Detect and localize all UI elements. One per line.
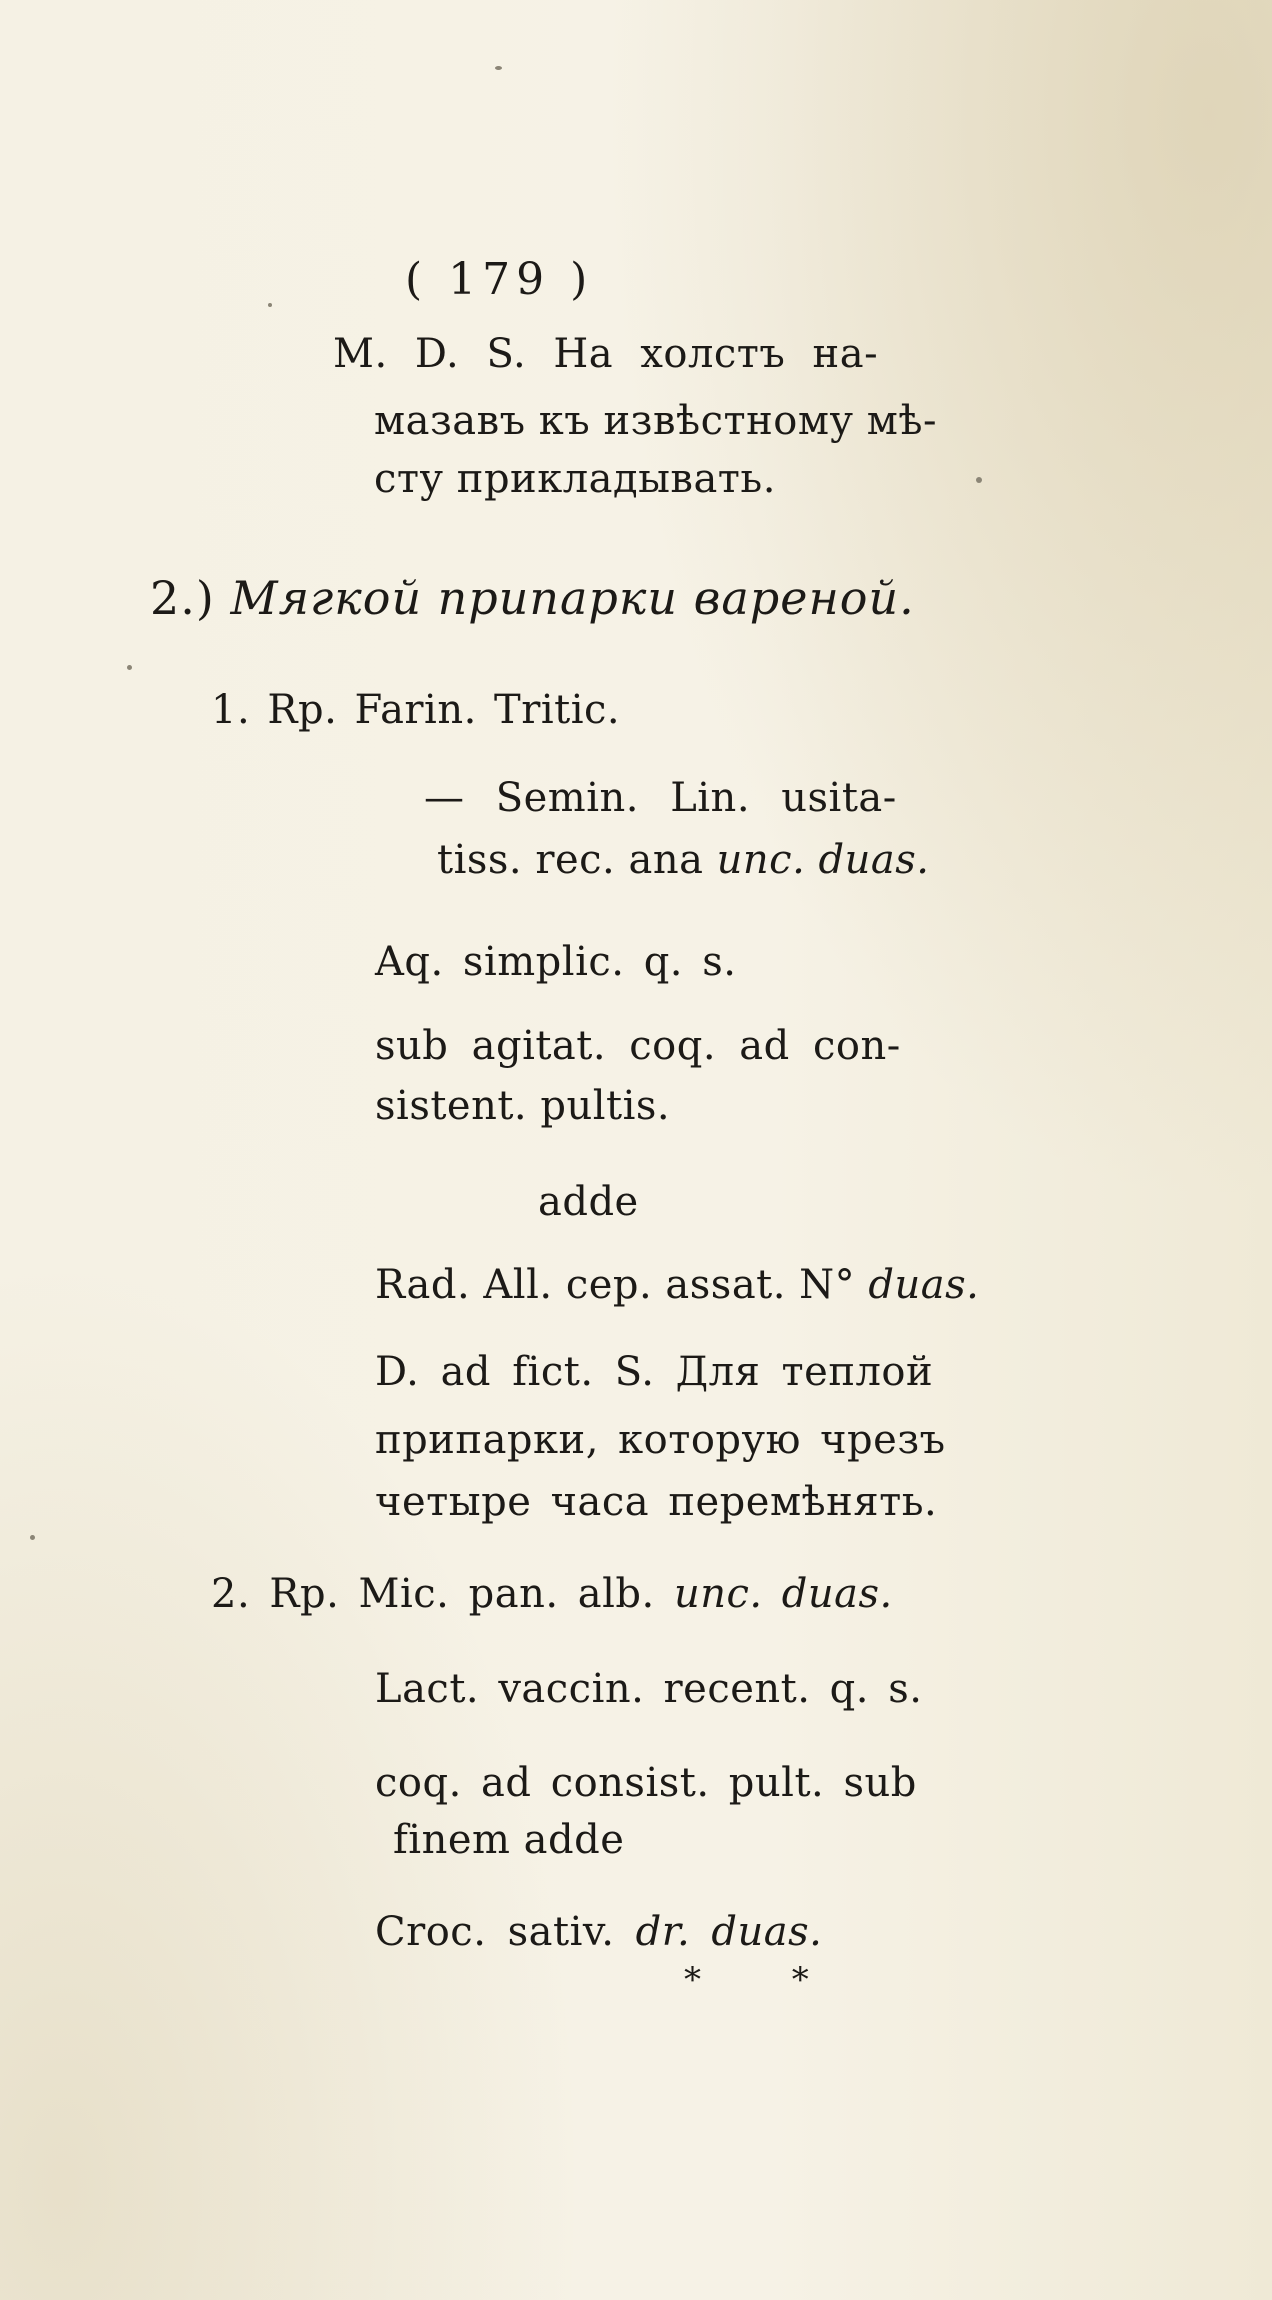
text-run: Aq. simplic. q. s. bbox=[375, 939, 737, 985]
paper-speck bbox=[976, 477, 982, 483]
text-line-r2-4 bbox=[393, 1817, 625, 1863]
text-run: D. ad fict. S. Для теплой bbox=[375, 1349, 934, 1395]
ornament-stars: * * bbox=[684, 1960, 849, 2000]
text-run: 1. Rp. Farin. Tritic. bbox=[211, 687, 621, 733]
text-run: tiss. rec. ana bbox=[437, 837, 717, 883]
text-line-r2-2 bbox=[375, 1666, 923, 1712]
paper-speck bbox=[30, 1535, 35, 1540]
italic-run: Мягкой припарки вареной. bbox=[230, 571, 915, 625]
text-line-mds-2 bbox=[374, 398, 937, 444]
text-run: sub agitat. coq. ad con- bbox=[375, 1023, 901, 1069]
text-line-r1-6 bbox=[375, 1083, 671, 1129]
text-line-r2-3 bbox=[375, 1760, 917, 1806]
text-run: adde bbox=[538, 1179, 639, 1225]
text-run: sistent. pultis. bbox=[375, 1083, 671, 1129]
text-run: мазавъ къ извѣстному мѣ- bbox=[374, 398, 937, 444]
text-run: coq. ad consist. pult. sub bbox=[375, 1760, 917, 1806]
text-line-r1-4 bbox=[375, 939, 737, 985]
paper-speck bbox=[268, 303, 272, 307]
paper-speck bbox=[495, 66, 502, 70]
italic-run: dr. duas. bbox=[635, 1909, 823, 1955]
text-line-r1-7 bbox=[538, 1179, 639, 1225]
text-run: припарки, которую чрезъ bbox=[375, 1417, 946, 1463]
text-line-mds-3 bbox=[374, 456, 776, 502]
text-line-r1-5 bbox=[375, 1023, 901, 1069]
text-run: Rad. All. cep. assat. N° bbox=[375, 1262, 869, 1308]
italic-run: unc. duas. bbox=[716, 837, 930, 883]
text-line-r2-1 bbox=[211, 1571, 893, 1617]
italic-run: duas. bbox=[868, 1262, 980, 1308]
text-line-r2-5 bbox=[375, 1909, 823, 1955]
text-run: Lact. vaccin. recent. q. s. bbox=[375, 1666, 923, 1712]
text-run: — Semin. Lin. usita- bbox=[424, 775, 897, 821]
text-run: M. D. S. На холстъ на- bbox=[333, 331, 879, 377]
text-run: 2. Rp. Mic. pan. alb. bbox=[211, 1571, 674, 1617]
text-run: Croc. sativ. bbox=[375, 1909, 636, 1955]
text-line-mds-1 bbox=[333, 331, 879, 377]
paper-speck bbox=[127, 665, 132, 670]
italic-run: unc. duas. bbox=[673, 1571, 893, 1617]
text-line-r1-3 bbox=[437, 837, 930, 883]
text-run: четыре часа перемѣнять. bbox=[375, 1479, 938, 1525]
text-line-r1-1 bbox=[211, 687, 621, 733]
text-run: 2.) bbox=[150, 571, 231, 625]
text-line-r1-11 bbox=[375, 1479, 938, 1525]
text-line-r1-9 bbox=[375, 1349, 934, 1395]
text-run: сту прикладывать. bbox=[374, 456, 776, 502]
text-line-r1-8 bbox=[375, 1262, 980, 1308]
text-line-r1-2 bbox=[424, 775, 897, 821]
text-line-r1-10 bbox=[375, 1417, 946, 1463]
section-heading bbox=[150, 571, 915, 625]
text-run: finem adde bbox=[393, 1817, 625, 1863]
page-number: ( 179 ) bbox=[405, 254, 594, 305]
